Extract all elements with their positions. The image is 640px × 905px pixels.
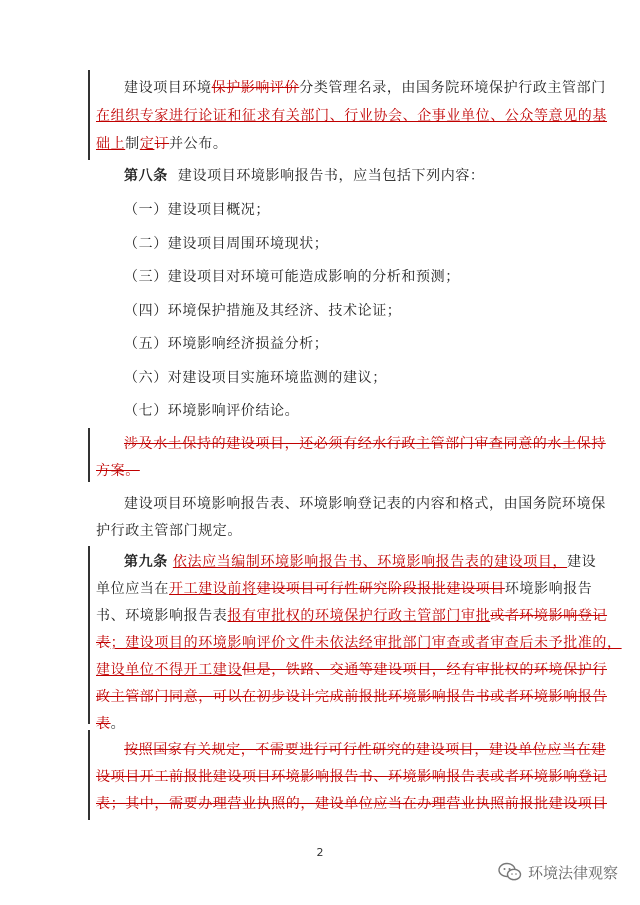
inserted-text: 开工建设前将 [169,581,257,597]
text-run: 制 [125,136,140,152]
list-item: （七）环境影响评价结论。 [124,403,300,419]
deleted-text: 表 [96,716,111,732]
text-run: 环境影响报告 [504,581,593,597]
deleted-text: 设项目开工前报批建设项目环境影响报告书、环境影响报告表或者环境影响登记 [96,769,607,785]
list-item: （五）环境影响经济损益分析； [124,336,329,352]
article-9-line [96,579,593,599]
deleted-text: 表；其中，需要办理营业执照的，建设单位应当在办理营业执照前报批建设项目 [96,796,607,812]
text-run: 书、环境影响报告表 [96,608,228,624]
paragraph-line: 建设项目环境影响报告表、环境影响登记表的内容和格式，由国务院环境保 [124,496,606,512]
text-run: 单位应当在 [96,581,169,597]
text-run: 建设 [567,554,597,570]
article-8-heading [124,166,579,186]
deleted-text: 政主管部门同意，可以在初步设计完成前报批环境影响报告书或者环境影响报告 [96,689,607,705]
deleted-text: 订 [154,136,170,152]
page-number: 2 [316,846,324,859]
list-item: （六）对建设项目实施环境监测的建议； [124,370,387,386]
deleted-text: 表 [96,635,111,651]
inserted-text: 报有审批权的环境保护行政主管部门审批 [227,608,491,624]
inserted-text: 建设单位不得开工建设 [96,662,242,678]
inserted-text: 础上 [96,136,126,152]
list-item: （四）环境保护措施及其经济、技术论证； [124,303,402,319]
paragraph-line: 护行政主管部门规定。 [96,523,242,539]
deleted-text: 或者环境影响登记 [490,608,608,624]
text-run: 并公布。 [169,136,228,152]
change-bar [88,70,90,160]
inserted-text: ；建设项目的环境影响评价文件未依法经审批部门审查或者审查后未予批准的， [110,635,622,651]
deleted-text: 但是，铁路、交通等建设项目，经有审批权的环境保护行 [242,662,607,678]
article-text: 建设项目环境影响报告书，应当包括下列内容： [177,168,485,184]
watermark [498,860,618,884]
list-item: （三）建设项目对环境可能造成影响的分析和预测； [124,269,460,285]
text-run: 。 [110,716,126,732]
change-bar [88,546,90,724]
deleted-text: 涉及水土保持的建设项目，还必须有经水行政主管部门审查同意的水土保持 [124,436,606,452]
article-9-line [96,606,608,626]
text-run: 分类管理名录，由国务院环境保护行政主管部门 [299,80,606,96]
change-bar [88,428,90,482]
list-item: （二）建设项目周围环境现状； [124,236,329,252]
watermark-text: 环境法律观察 [528,863,619,882]
text-run: 第九条 [124,554,168,570]
deleted-text: 方案。 [96,463,140,479]
inserted-text: 在组织专家进行论证和征求有关部门、行业协会、企事业单位、公众等意见的基 [96,108,607,124]
article-9-line [96,633,622,653]
article-9-line [124,552,597,572]
inserted-text: 依法应当编制环境影响报告书、环境影响报告表的建设项目， [172,554,568,570]
article-9-line [96,714,551,734]
deleted-text: 按照国家有关规定，不需要进行可行性研究的建设项目，建设单位应当在建 [124,742,606,758]
inserted-text: 定 [139,136,155,152]
list-item: （一）建设项目概况； [124,202,270,218]
deleted-text: 建设项目可行性研究阶段报批建设项目 [256,581,505,597]
text-run: 建设项目环境 [124,80,212,96]
article-9-line [96,687,607,707]
change-bar [88,730,90,820]
article-number: 第八条 [124,168,168,184]
paragraph-line [96,106,607,126]
paragraph-line [96,134,551,154]
deleted-text: 保护影响评价 [211,80,300,96]
article-9-line [96,660,607,680]
paragraph-line [124,78,606,98]
wechat-icon [498,862,522,882]
